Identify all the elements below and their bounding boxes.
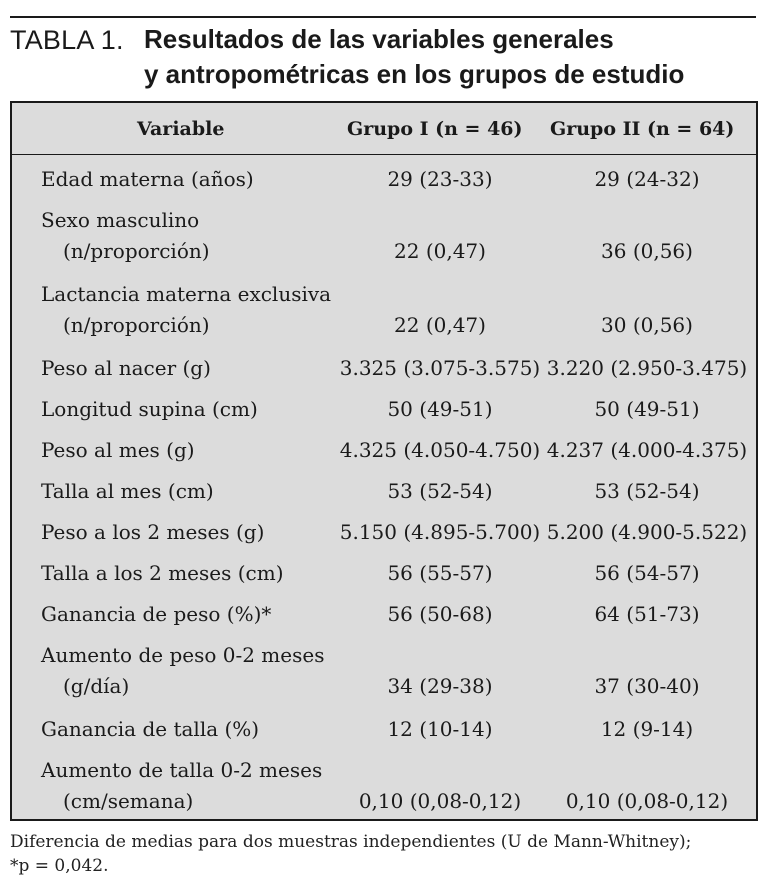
cell-group-2: 29 (24-32) bbox=[594, 167, 700, 191]
header-group-2: Grupo II (n = 64) bbox=[550, 118, 735, 140]
variable-name: Peso a los 2 meses (g) bbox=[41, 520, 265, 544]
footnote-line-2: *p = 0,042. bbox=[10, 856, 109, 876]
variable-name: Lactancia materna exclusiva bbox=[41, 282, 332, 306]
table-title-line-1: Resultados de las variables generales bbox=[144, 24, 614, 54]
variable-unit: (n/proporción) bbox=[63, 239, 210, 263]
cell-variable bbox=[41, 640, 324, 702]
table-number-label: TABLA 1. bbox=[10, 25, 124, 55]
cell-group-1: 56 (50-68) bbox=[387, 602, 493, 626]
cell-variable bbox=[41, 558, 284, 589]
cell-variable bbox=[41, 755, 322, 817]
cell-group-2: 12 (9-14) bbox=[600, 717, 694, 741]
table-title bbox=[144, 22, 684, 92]
cell-variable bbox=[41, 517, 264, 548]
cell-group-1: 29 (23-33) bbox=[387, 167, 493, 191]
variable-name: Sexo masculino bbox=[41, 208, 200, 232]
variable-name: Peso al mes (g) bbox=[41, 438, 195, 462]
cell-group-2: 50 (49-51) bbox=[594, 397, 700, 421]
cell-variable bbox=[41, 599, 271, 630]
footnote-line-1: Diferencia de medias para dos muestras independientes (U de Mann-Whitney); bbox=[10, 832, 692, 852]
variable-name: Peso al nacer (g) bbox=[41, 356, 211, 380]
cell-variable bbox=[41, 435, 195, 466]
cell-group-1: 53 (52-54) bbox=[387, 479, 493, 503]
header-group-1: Grupo I (n = 46) bbox=[347, 118, 523, 140]
table-header-row bbox=[12, 103, 756, 155]
cell-variable bbox=[41, 394, 258, 425]
cell-group-2: 64 (51-73) bbox=[594, 602, 700, 626]
variable-name: Edad materna (años) bbox=[41, 167, 254, 191]
cell-group-1: 22 (0,47) bbox=[394, 313, 486, 337]
cell-group-1: 12 (10-14) bbox=[387, 717, 493, 741]
cell-group-2: 30 (0,56) bbox=[601, 313, 693, 337]
variable-unit: (g/día) bbox=[63, 674, 130, 698]
cell-group-2: 0,10 (0,08-0,12) bbox=[565, 789, 729, 813]
variable-name: Talla al mes (cm) bbox=[41, 479, 214, 503]
cell-group-2: 5.200 (4.900-5.522) bbox=[546, 520, 748, 544]
table-footnote bbox=[10, 830, 760, 878]
cell-group-1: 34 (29-38) bbox=[387, 674, 493, 698]
variable-name: Aumento de talla 0-2 meses bbox=[41, 758, 323, 782]
cell-variable bbox=[41, 205, 210, 267]
cell-group-1: 5.150 (4.895-5.700) bbox=[339, 520, 541, 544]
variable-unit: (n/proporción) bbox=[63, 313, 210, 337]
cell-group-1: 56 (55-57) bbox=[387, 561, 493, 585]
cell-variable bbox=[41, 164, 254, 195]
variable-name: Ganancia de peso (%)* bbox=[41, 602, 272, 626]
variable-name: Talla a los 2 meses (cm) bbox=[41, 561, 284, 585]
cell-variable bbox=[41, 353, 211, 384]
cell-variable bbox=[41, 279, 331, 341]
cell-group-2: 37 (30-40) bbox=[594, 674, 700, 698]
cell-group-2: 36 (0,56) bbox=[601, 239, 693, 263]
results-table bbox=[10, 101, 758, 821]
cell-group-1: 22 (0,47) bbox=[394, 239, 486, 263]
cell-group-2: 4.237 (4.000-4.375) bbox=[546, 438, 748, 462]
variable-name: Ganancia de talla (%) bbox=[41, 717, 260, 741]
cell-group-1: 4.325 (4.050-4.750) bbox=[339, 438, 541, 462]
cell-group-1: 3.325 (3.075-3.575) bbox=[339, 356, 541, 380]
cell-group-2: 56 (54-57) bbox=[594, 561, 700, 585]
variable-name: Longitud supina (cm) bbox=[41, 397, 258, 421]
table-title-line-2: y antropométricas en los grupos de estudio bbox=[144, 59, 685, 89]
cell-group-1: 0,10 (0,08-0,12) bbox=[358, 789, 522, 813]
variable-unit: (cm/semana) bbox=[63, 789, 194, 813]
top-rule bbox=[10, 16, 756, 18]
header-variable: Variable bbox=[137, 118, 225, 140]
cell-group-1: 50 (49-51) bbox=[387, 397, 493, 421]
cell-variable bbox=[41, 714, 259, 745]
cell-group-2: 3.220 (2.950-3.475) bbox=[546, 356, 748, 380]
cell-group-2: 53 (52-54) bbox=[594, 479, 700, 503]
cell-variable bbox=[41, 476, 214, 507]
variable-name: Aumento de peso 0-2 meses bbox=[41, 643, 325, 667]
